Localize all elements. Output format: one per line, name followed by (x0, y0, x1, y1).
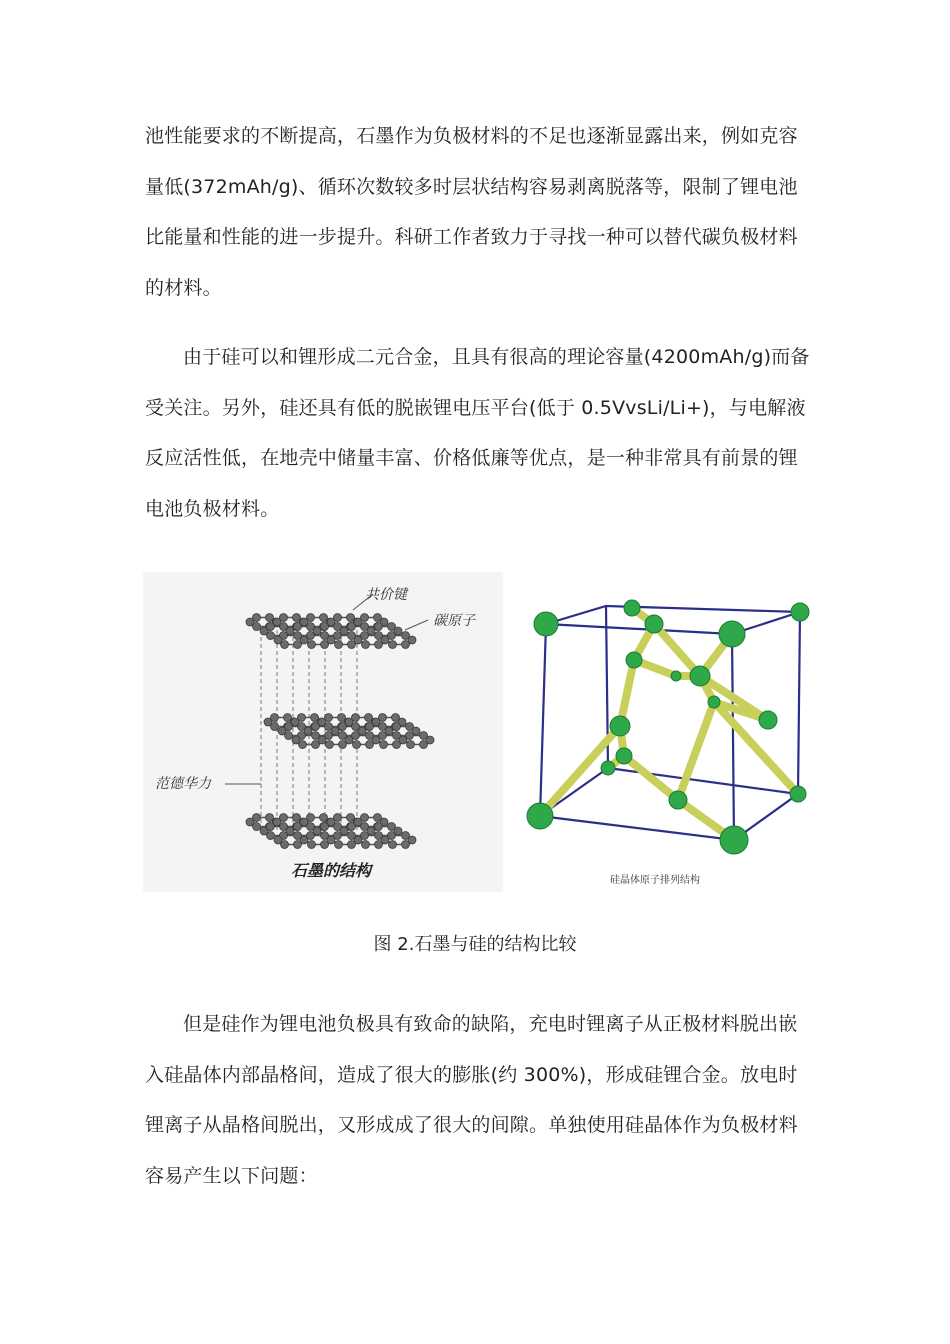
carbon-atom-label: 碳原子 (433, 613, 475, 629)
covalent-bond-label: 共价键 (365, 587, 407, 603)
silicon-structure-image (518, 572, 811, 892)
paragraph-graphite-drawbacks: 池性能要求的不断提高，石墨作为负极材料的不足也逐渐显露出来，例如克容量低(372mAh/g)、循环次数较多时层状结构容易剥离脱落等，限制了锂电池比能量和性能的进一步提升。科研工作者致力于寻找一种可以替代碳负极材料的材料。 (145, 125, 798, 299)
paragraph-silicon-defects: 但是硅作为锂电池负极具有致命的缺陷，充电时锂离子从正极材料脱出嵌入硅晶体内部晶格间，造成了很大的膨胀(约 300%)，形成硅锂合金。放电时锂离子从晶格间脱出，又形成成了很大的间隙。单独使用硅晶体作为负极材料容易产生以下问题： (145, 1013, 798, 1187)
paragraph-silicon-advantages: 由于硅可以和锂形成二元合金，且具有很高的理论容量(4200mAh/g)而备受关注。另外，硅还具有低的脱嵌锂电压平台(低于 0.5VvsLi/Li+)，与电解液反应活性低，在地壳中储量丰富、价格低廉等优点，是一种非常具有前景的锂电池负极材料。 (145, 346, 810, 520)
silicon-structure-title: 硅晶体原子排列结构 (610, 875, 700, 886)
figure-caption: 图 2.石墨与硅的结构比较 (373, 934, 577, 955)
van-der-waals-label: 范德华力 (155, 776, 211, 792)
graphite-structure-title: 石墨的结构 (291, 861, 372, 880)
structure-comparison-figure (143, 572, 811, 892)
graphite-structure-image (143, 572, 503, 892)
